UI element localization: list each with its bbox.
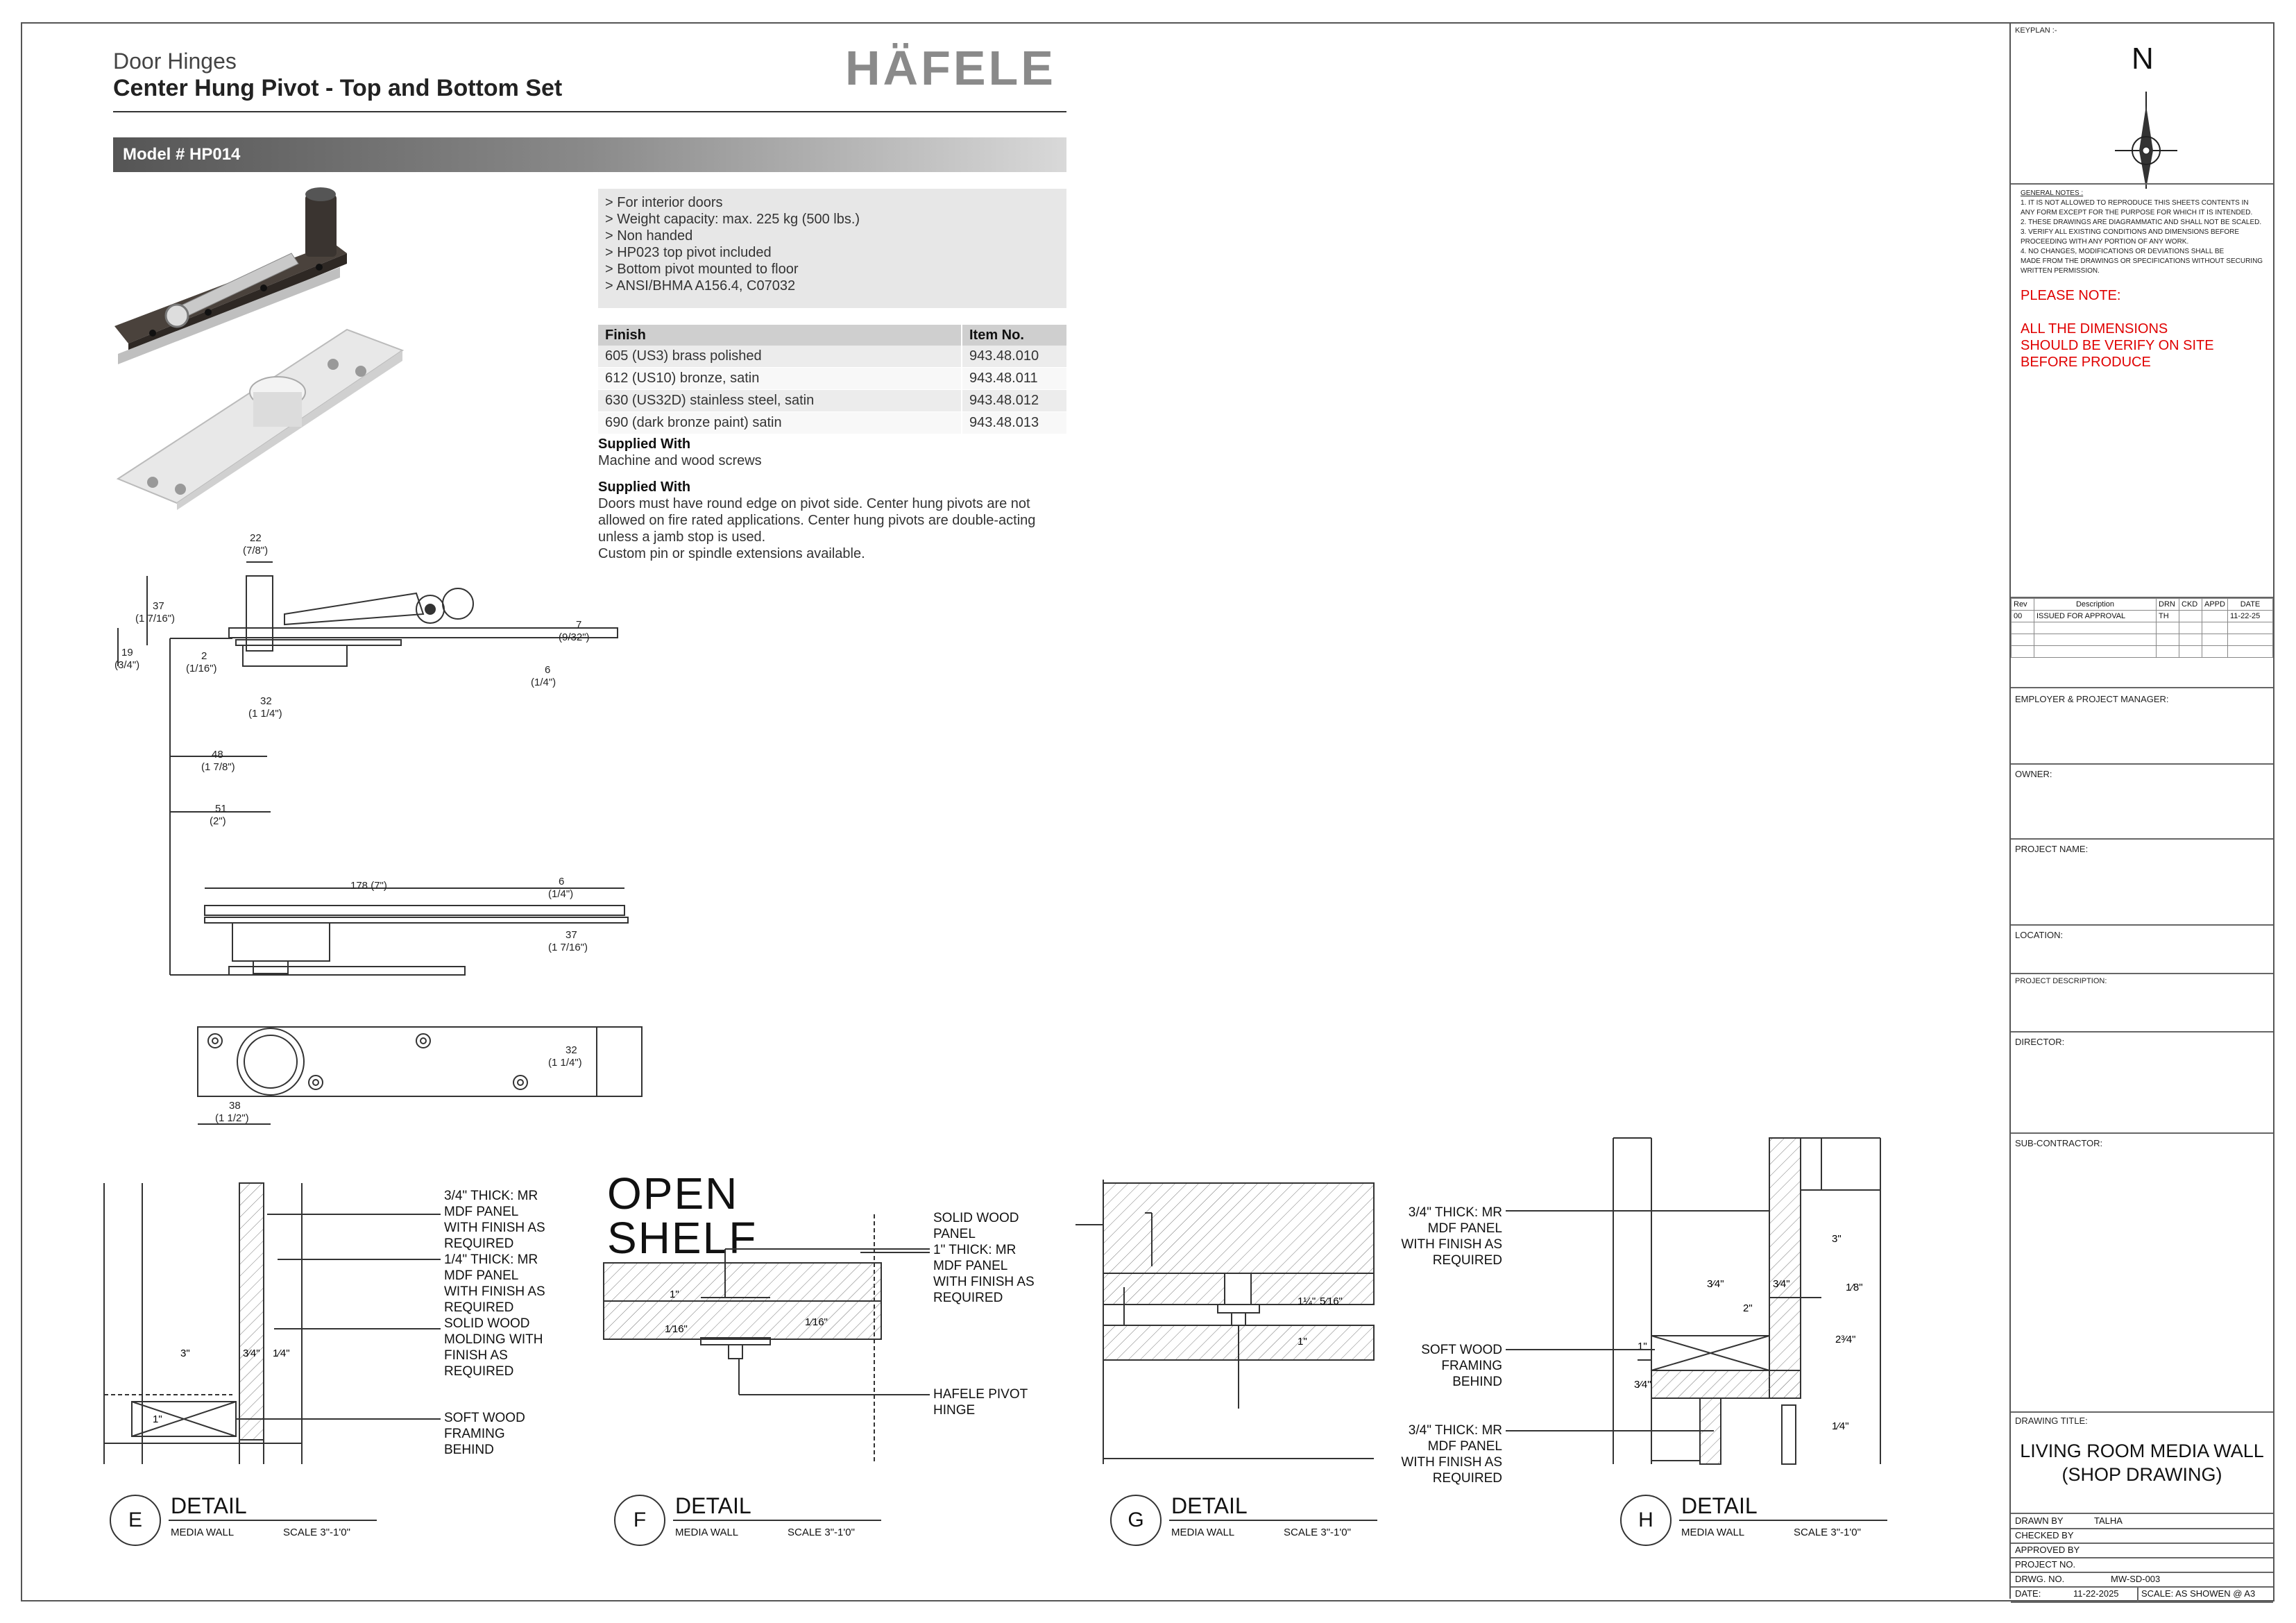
please-note-label: PLEASE NOTE: [2021,288,2121,303]
subcontractor-label: SUB-CONTRACTOR: [2015,1138,2103,1148]
detail-scale: SCALE 3"-1'0" [283,1527,350,1538]
header-rule [113,111,1066,112]
dim-label: 48 [212,749,223,760]
table-cell: 612 (US10) bronze, satin [598,368,962,390]
table-cell: 605 (US3) brass polished [598,346,962,368]
dim-label: 1" [1298,1336,1307,1348]
checked-by-label: CHECKED BY [2015,1530,2074,1540]
dim-label: 6 [545,664,551,676]
table-cell: 943.48.010 [962,346,1066,368]
dim-label: (1/4") [548,888,574,900]
open-shelf-label: OPEN SHELF [607,1169,758,1263]
project-no-label: PROJECT NO. [2015,1559,2076,1570]
supplied-with-section [598,436,1070,562]
dim-label: (1 1/4") [548,1057,582,1069]
dim-label: 7 [576,619,582,631]
project-name-label: PROJECT NAME: [2015,844,2089,854]
dim-label: 51 [215,803,227,815]
dim-label: 19 [121,647,133,658]
dim-label: (7/8") [243,545,269,556]
please-note-text: ALL THE DIMENSIONS SHOULD BE VERIFY ON SITE BEFORE PRODUCE [2021,321,2214,370]
detail-scale: SCALE 3"-1'0" [788,1527,855,1538]
detail-title: DETAIL [1171,1493,1248,1518]
location-label: LOCATION: [2015,930,2064,940]
dim-label: 2 [201,650,207,662]
date-label: DATE: [2015,1588,2041,1599]
dim-label: 37 [566,929,577,941]
dim-label: 1⁄16" [805,1316,828,1328]
scale-value: SCALE: AS SHOWEN @ A3 [2141,1588,2256,1599]
dim-label: (1/4") [531,677,556,688]
detail-title: DETAIL [171,1493,247,1518]
detail-scale: SCALE 3"-1'0" [1794,1527,1861,1538]
features-box [598,189,1066,308]
supplied-with-heading: Supplied With [598,436,691,452]
detail-marker: G [1110,1495,1162,1546]
revision-row: 00 ISSUED FOR APPROVAL TH 11-22-25 [2012,611,2273,622]
supplied-with-line: Doors must have round edge on pivot side. Center hung pivots are not [598,496,1030,511]
dim-label: 37 [153,600,164,612]
annotation-mdf-panel: 3/4" THICK: MR MDF PANEL WITH FINISH AS REQUIRED [444,1189,545,1251]
dim-label: 1⁄4" [1832,1420,1849,1432]
dim-label: 3⁄4" [1707,1278,1724,1290]
table-cell: 630 (US32D) stainless steel, satin [598,390,962,412]
dim-label: 38 [229,1100,241,1112]
supplied-with-line: allowed on fire rated applications. Center hung pivots are double-acting [598,513,1036,528]
revision-table: Rev Description DRN CKD APPD DATE 00 ISSUED FOR APPROVAL TH 11-22-25 [2011,598,2273,658]
model-bar [113,137,1066,172]
detail-e-drawing [101,1180,461,1471]
dim-label: 1" [1638,1341,1647,1352]
table-cell: 943.48.011 [962,368,1066,390]
annotation-soft-wood-framing: SOFT WOOD FRAMING BEHIND [444,1411,525,1457]
dim-label: (1 7/16") [135,613,176,624]
dim-label: (3/4") [114,659,140,671]
model-number: Model # HP014 [123,145,241,164]
detail-subtitle: MEDIA WALL [675,1527,739,1538]
supplied-with-heading: Supplied With [598,479,691,495]
date-value: 11-22-2025 [2073,1588,2119,1599]
table-cell: 943.48.012 [962,390,1066,412]
drwg-no-value: MW-SD-003 [2111,1574,2161,1584]
approved-by-label: APPROVED BY [2015,1545,2080,1555]
dim-label: (1 7/16") [548,942,588,953]
dim-label: 3⁄4" [1634,1379,1651,1391]
feature-item: > Bottom pivot mounted to floor [605,262,799,277]
detail-label-e [110,1493,387,1549]
detail-title: DETAIL [1681,1493,1758,1518]
dim-label: 32 [566,1044,577,1056]
dim-label: 5⁄16" [1320,1295,1343,1307]
dim-label: 1⁄16" [665,1323,688,1335]
table-header-row [598,325,1066,346]
column-header: Item No. [962,325,1066,346]
product-photo [111,184,402,510]
detail-label-f [614,1493,892,1549]
dim-label: 6 [559,876,565,887]
detail-label-h [1620,1493,1898,1549]
supplied-with-line: Custom pin or spindle extensions available. [598,546,865,561]
dim-label: (1 7/8") [201,761,235,773]
drwg-no-label: DRWG. NO. [2015,1574,2065,1584]
table-row [598,346,1066,368]
table-row [598,412,1066,434]
detail-subtitle: MEDIA WALL [1171,1527,1235,1538]
annotation-h-mdf-panel-top: 3/4" THICK: MR MDF PANEL WITH FINISH AS REQUIRED [1401,1205,1502,1268]
detail-marker: F [614,1495,665,1546]
owner-label: OWNER: [2015,769,2052,779]
detail-h-leaders [1506,1207,1783,1443]
director-label: DIRECTOR: [2015,1037,2065,1047]
dim-label: (9/32") [559,631,590,643]
dim-label: 178 (7") [350,880,387,892]
dim-label: 2³⁄4" [1835,1334,1856,1345]
detail-scale: SCALE 3"-1'0" [1284,1527,1351,1538]
table-cell: 943.48.013 [962,412,1066,434]
dim-label: (1 1/4") [248,708,282,720]
dim-label: 3" [180,1348,190,1359]
detail-subtitle: MEDIA WALL [171,1527,235,1538]
table-cell: 690 (dark bronze paint) satin [598,412,962,434]
drawing-title: LIVING ROOM MEDIA WALL (SHOP DRAWING) [2020,1441,2264,1485]
dim-label: 1⁄4" [273,1348,290,1359]
supplied-with-text: Machine and wood screws [598,453,762,468]
brand-logo: HÄFELE [845,41,1056,95]
annotation-hafele-pivot-hinge: HAFELE PIVOT HINGE [933,1387,1028,1418]
drawing-title-label: DRAWING TITLE: [2015,1416,2088,1426]
general-notes-title: GENERAL NOTES : [2021,189,2084,197]
title-block [2009,22,2273,1599]
feature-item: > Weight capacity: max. 225 kg (500 lbs.) [605,212,860,227]
dim-label: (1 1/2") [215,1112,249,1124]
dim-label: 1⁄8" [1846,1282,1863,1293]
dim-label: 1" [670,1289,679,1300]
annotation-mdf-panel-thin: 1/4" THICK: MR MDF PANEL WITH FINISH AS REQUIRED [444,1252,545,1315]
annotation-mdf-panel-1in: 1" THICK: MR MDF PANEL WITH FINISH AS REQUIRED [933,1243,1035,1305]
supplied-with-line: unless a jamb stop is used. [598,529,766,545]
dim-label: 3⁄4" [243,1348,260,1359]
detail-label-g [1110,1493,1388,1549]
feature-item: > Non handed [605,228,693,244]
drawn-by-label: DRAWN BY [2015,1515,2064,1526]
detail-marker: H [1620,1495,1672,1546]
dim-label: 22 [250,532,262,544]
project-description-label: PROJECT DESCRIPTION: [2015,977,2107,985]
detail-marker: E [110,1495,161,1546]
feature-item: > HP023 top pivot included [605,245,772,260]
employer-label: EMPLOYER & PROJECT MANAGER: [2015,694,2169,704]
dim-label: (2") [210,815,226,827]
annotation-solid-wood-molding: SOLID WOOD MOLDING WITH FINISH AS REQUIRED [444,1316,543,1379]
pivot-dimension-drawing [104,527,604,1131]
page-title: Center Hung Pivot - Top and Bottom Set [113,75,563,101]
dim-label: 32 [260,695,272,707]
category-label: Door Hinges [113,49,237,74]
table-row [598,368,1066,390]
detail-g-drawing [1096,1180,1374,1471]
column-header: Finish [598,325,962,346]
dim-label: 1¼" [1298,1295,1316,1307]
annotation-solid-wood-panel: SOLID WOOD PANEL [933,1211,1019,1241]
keyplan-label: KEYPLAN :- [2015,26,2057,35]
north-label: N [2132,42,2154,76]
feature-item: > ANSI/BHMA A156.4, C07032 [605,278,796,294]
annotation-h-soft-wood-framing: SOFT WOOD FRAMING BEHIND [1421,1343,1502,1389]
dim-label: 3⁄4" [1773,1278,1790,1290]
drawn-by-value: TALHA [2094,1515,2123,1526]
detail-title: DETAIL [675,1493,751,1518]
dim-label: 3" [1832,1233,1842,1245]
feature-item: > For interior doors [605,195,723,210]
general-notes: GENERAL NOTES : 1. IT IS NOT ALLOWED TO REPRODUCE THIS SHEETS CONTENTS IN ANY FORM EXCEPT FOR THE PURPOSE FOR WHICH IT IS INTENDED. 2. THESE DRAWINGS ARE DIAGRAMMATIC AND SHALL NOT BE SCALED. 3. VERIFY ALL EXISTING CONDITIONS AND DIMENSIONS BEFORE PROCEEDING WITH ANY PORTION OF ANY WORK. 4. NO CHANGES, MODIFICATIONS OR DEVIATIONS SHALL BE MADE FROM THE DRAWINGS OR SPECIFICATIONS WITHOUT SECURING WRITTEN PERMISSION. [2021,189,2263,275]
dim-label: 2" [1743,1302,1753,1314]
detail-subtitle: MEDIA WALL [1681,1527,1745,1538]
north-arrow-icon [2115,92,2177,189]
annotation-h-mdf-panel-bottom: 3/4" THICK: MR MDF PANEL WITH FINISH AS REQUIRED [1401,1423,1502,1486]
dim-label: 1" [153,1413,162,1425]
finish-table [598,325,1066,434]
table-row [598,390,1066,412]
dim-label: (1/16") [186,663,217,674]
